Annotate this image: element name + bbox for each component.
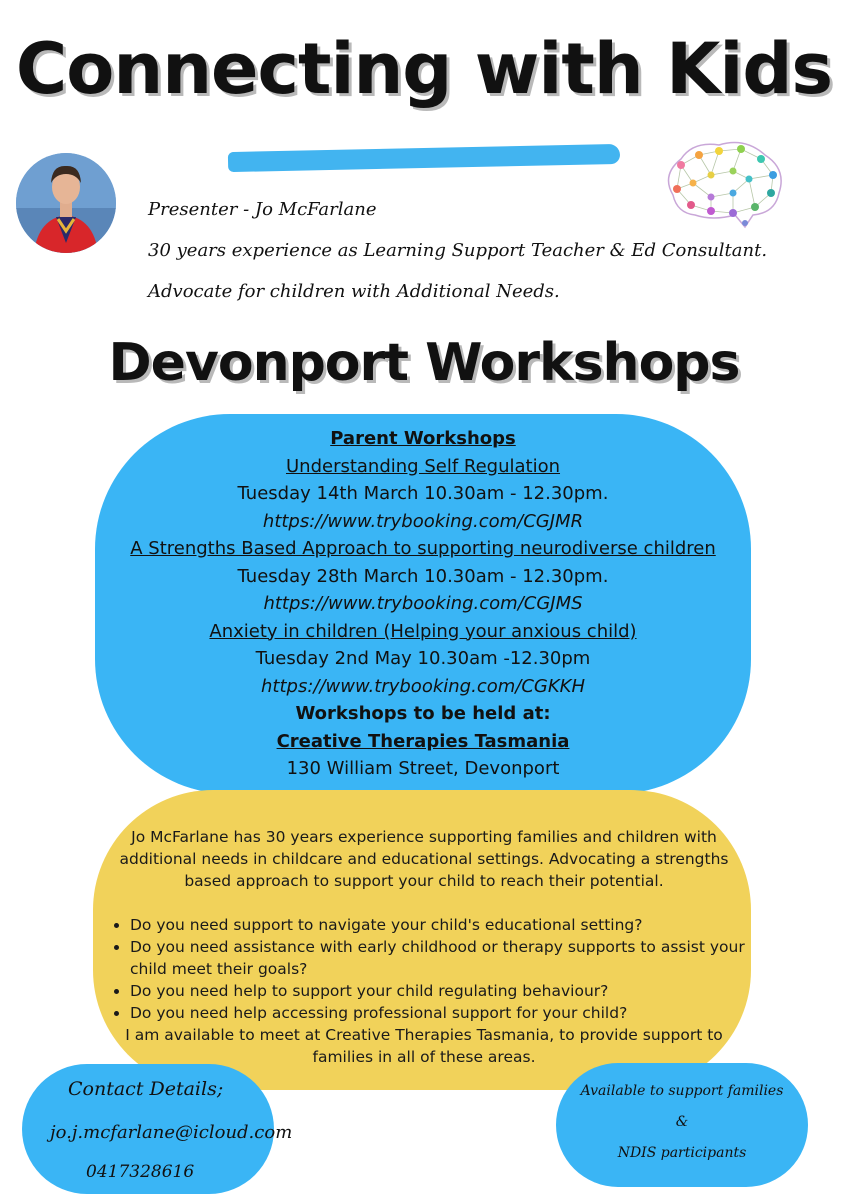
contact-phone[interactable]: 0417328616 bbox=[86, 1162, 195, 1182]
workshop-title: Anxiety in children (Helping your anxious child) bbox=[209, 620, 637, 642]
page-title: Connecting with Kids bbox=[15, 28, 833, 110]
contact-title: Contact Details; bbox=[68, 1078, 224, 1100]
support-question: • Do you need help accessing professional support for your child? bbox=[130, 1002, 748, 1024]
workshop-title: A Strengths Based Approach to supporting neurodiverse children bbox=[130, 538, 716, 559]
workshop-date: Tuesday 14th March 10.30am - 12.30pm. bbox=[237, 483, 609, 504]
support-question-list bbox=[100, 914, 748, 1024]
parent-workshops-heading: Parent Workshops bbox=[330, 428, 516, 449]
workshop-booking-link[interactable]: https://www.trybooking.com/CGJMR bbox=[262, 510, 584, 532]
presenter-avatar bbox=[16, 153, 116, 253]
availability-text bbox=[556, 1080, 808, 1173]
support-question: • Do you need assistance with early childhood or therapy supports to assist your child meet their goals? bbox=[130, 936, 748, 980]
workshop-date: Tuesday 2nd May 10.30am -12.30pm bbox=[255, 648, 591, 669]
presenter-experience: 30 years experience as Learning Support Teacher & Ed Consultant. bbox=[148, 240, 768, 261]
title-underline-brushstroke bbox=[228, 144, 620, 172]
availability-line: Available to support families bbox=[580, 1083, 784, 1099]
workshop-title: Understanding Self Regulation bbox=[285, 455, 561, 477]
about-content bbox=[100, 826, 748, 1068]
support-question: • Do you need support to navigate your child's educational setting? bbox=[130, 914, 748, 936]
availability-line: & bbox=[675, 1114, 689, 1130]
presenter-info bbox=[148, 198, 808, 321]
workshop-date: Tuesday 28th March 10.30am - 12.30pm. bbox=[237, 565, 609, 587]
support-question: • Do you need help to support your child regulating behaviour? bbox=[130, 980, 748, 1002]
contact-email-link[interactable]: jo.j.mcfarlane@icloud.com bbox=[50, 1122, 293, 1143]
venue-name: Creative Therapies Tasmania bbox=[276, 730, 570, 752]
availability-line: NDIS participants bbox=[617, 1145, 747, 1161]
presenter-name: Presenter - Jo McFarlane bbox=[148, 199, 377, 220]
about-intro: Jo McFarlane has 30 years experience supporting families and children with additional needs in childcare and educational settings. Advocating a strengths based approach to support your child to reach their potential. bbox=[119, 828, 729, 890]
workshop-booking-link[interactable]: https://www.trybooking.com/CGJMS bbox=[263, 593, 583, 614]
presenter-photo bbox=[16, 153, 116, 253]
workshops-heading: Devonport Workshops bbox=[108, 333, 740, 393]
workshop-booking-link[interactable]: https://www.trybooking.com/CGKKH bbox=[261, 675, 585, 697]
venue-address: 130 William Street, Devonport bbox=[286, 758, 560, 779]
venue-label: Workshops to be held at: bbox=[295, 703, 551, 724]
about-closing: I am available to meet at Creative Therapies Tasmania, to provide support to families in all of these areas. bbox=[125, 1026, 723, 1066]
presenter-advocate: Advocate for children with Additional Needs. bbox=[148, 281, 560, 302]
workshop-list bbox=[95, 425, 751, 783]
